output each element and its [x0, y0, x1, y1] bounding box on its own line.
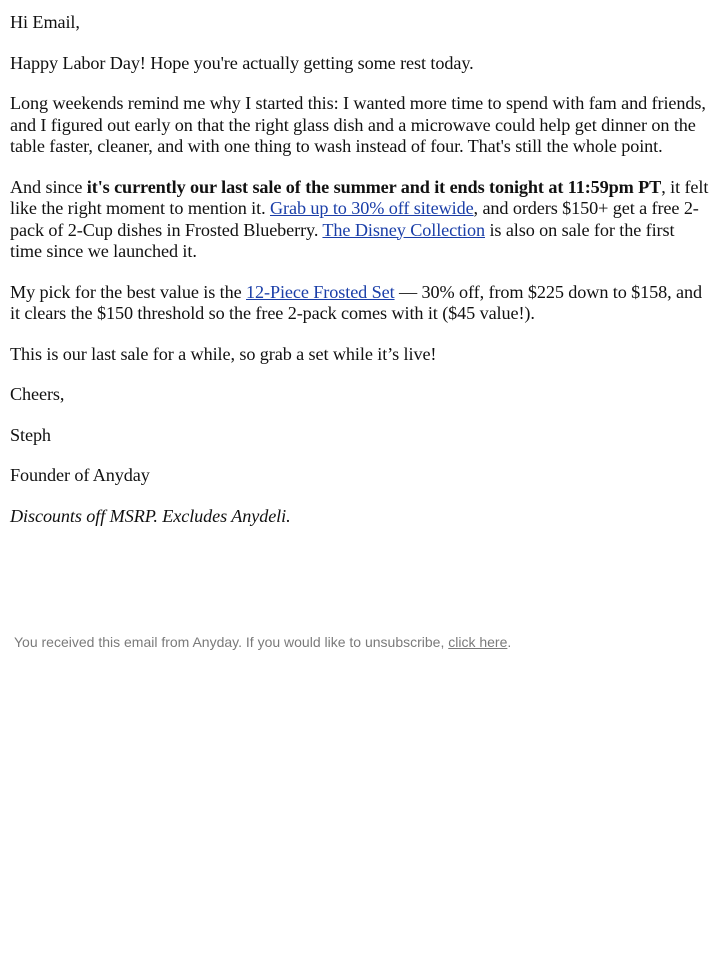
sender-title: Founder of Anyday: [10, 465, 150, 485]
paragraph-sale: [10, 177, 710, 263]
disclaimer-text: Discounts off MSRP. Excludes Anydeli.: [10, 505, 291, 526]
sender-name: Steph: [10, 424, 51, 445]
sitewide-sale-link[interactable]: Grab up to 30% off sitewide: [269, 198, 474, 218]
sale-text-1: And since: [10, 176, 87, 197]
sale-text-2: , it felt like the right moment to mention it.: [10, 176, 709, 218]
paragraph-labor-day: Happy Labor Day! Hope you're actually getting some rest today.: [10, 52, 474, 73]
frosted-set-link[interactable]: 12-Piece Frosted Set: [246, 281, 395, 302]
footer-end: .: [507, 634, 512, 650]
disney-collection-link[interactable]: The Disney Collection: [322, 219, 485, 240]
greeting: Hi Email,: [10, 12, 80, 32]
sale-text-3: , and orders $150+ get a free 2-pack of 2-Cup dishes in Frosted Blueberry.: [10, 198, 699, 240]
sale-deadline-bold: it's currently our last sale of the summer and it ends tonight at 11:59pm PT: [86, 176, 662, 197]
paragraph-why-started: Long weekends remind me why I started this: I wanted more time to spend with fam and friends, and I figured out early on that the right glass dish and a microwave could help get dinner on the table faster, cleaner, and with one thing to wash instead of four. That's still the whole point.: [10, 93, 706, 156]
best-value-text-2: — 30% off, from $225 down to $158, and it clears the $150 threshold so the free 2-pack comes with it ($45 value!).: [10, 281, 702, 323]
disclaimer: [10, 506, 710, 528]
paragraph-best-value: [10, 282, 710, 325]
footer-text: You received this email from Anyday. If you would like to unsubscribe,: [14, 634, 449, 650]
unsubscribe-footer: [14, 634, 511, 650]
sale-text-4: is also on sale for the first time since we launched it.: [10, 219, 675, 261]
paragraph-last-sale: This is our last sale for a while, so grab a set while it’s live!: [10, 343, 437, 364]
best-value-text-1: My pick for the best value is the: [10, 281, 247, 302]
signoff: Cheers,: [10, 384, 65, 404]
unsubscribe-link[interactable]: click here: [448, 634, 508, 650]
